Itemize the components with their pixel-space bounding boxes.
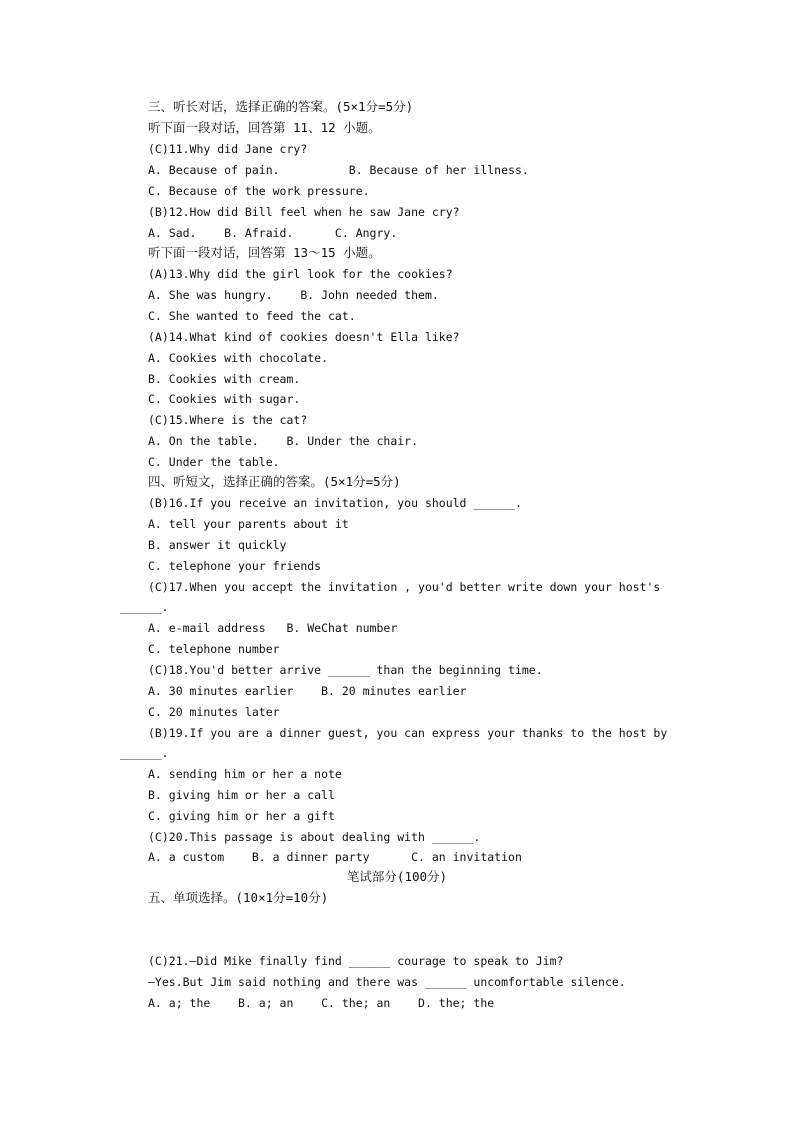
- question-19-option-c: C. giving him or her a gift: [148, 809, 335, 823]
- question-21-stem: (C)21.—Did Mike finally find ______ courage to speak to Jim?: [148, 954, 564, 968]
- question-19-stem: (B)19.If you are a dinner guest, you can express your thanks to the host by: [148, 726, 668, 740]
- question-18-options: A. 30 minutes earlier B. 20 minutes earlier: [148, 684, 467, 698]
- question-11-option-c: C. Because of the work pressure.: [148, 184, 370, 198]
- question-15-options: A. On the table. B. Under the chair.: [148, 434, 419, 448]
- question-19-option-b: B. giving him or her a call: [148, 788, 335, 802]
- question-11-stem: (C)11.Why did Jane cry?: [148, 142, 308, 156]
- question-17-stem: (C)17.When you accept the invitation , you'd better write down your host's: [148, 580, 661, 594]
- question-13-option-c: C. She wanted to feed the cat.: [148, 309, 356, 323]
- written-part-title: 笔试部分(100分): [346, 869, 448, 884]
- question-14-option-b: B. Cookies with cream.: [148, 372, 301, 386]
- question-18-stem: (C)18.You'd better arrive ______ than the beginning time.: [148, 663, 543, 677]
- question-14-stem: (A)14.What kind of cookies doesn't Ella like?: [148, 330, 460, 344]
- question-13-stem: (A)13.Why did the girl look for the cookies?: [148, 267, 453, 281]
- dialogue-1-instruction: 听下面一段对话，回答第 11、12 小题。: [148, 120, 381, 135]
- question-15-option-c: C. Under the table.: [148, 455, 280, 469]
- question-16-option-b: B. answer it quickly: [148, 538, 287, 552]
- question-16-option-c: C. telephone your friends: [148, 559, 322, 573]
- dialogue-2-instruction: 听下面一段对话，回答第 13～15 小题。: [148, 245, 381, 260]
- section-3-heading: 三、听长对话，选择正确的答案。(5×1分=5分): [148, 99, 414, 114]
- question-20-options: A. a custom B. a dinner party C. an invitation: [148, 850, 522, 864]
- question-18-option-c: C. 20 minutes later: [148, 705, 280, 719]
- question-19-option-a: A. sending him or her a note: [148, 767, 342, 781]
- question-19-continuation: ______.: [120, 746, 169, 760]
- question-11-options: A. Because of pain. B. Because of her illness.: [148, 163, 529, 177]
- section-4-heading: 四、听短文，选择正确的答案。(5×1分=5分): [148, 474, 401, 489]
- question-14-option-c: C. Cookies with sugar.: [148, 392, 301, 406]
- question-16-option-a: A. tell your parents about it: [148, 517, 349, 531]
- question-14-option-a: A. Cookies with chocolate.: [148, 351, 329, 365]
- question-21-options: A. a; the B. a; an C. the; an D. the; the: [148, 996, 495, 1010]
- question-12-options: A. Sad. B. Afraid. C. Angry.: [148, 226, 398, 240]
- question-13-options: A. She was hungry. B. John needed them.: [148, 288, 439, 302]
- question-17-options: A. e-mail address B. WeChat number: [148, 621, 398, 635]
- question-17-option-c: C. telephone number: [148, 642, 280, 656]
- section-5-heading: 五、单项选择。(10×1分=10分): [148, 890, 329, 905]
- question-12-stem: (B)12.How did Bill feel when he saw Jane cry?: [148, 205, 460, 219]
- question-15-stem: (C)15.Where is the cat?: [148, 413, 308, 427]
- question-16-stem: (B)16.If you receive an invitation, you should ______.: [148, 496, 522, 510]
- question-20-stem: (C)20.This passage is about dealing with ______.: [148, 830, 481, 844]
- question-21-second-line: —Yes.But Jim said nothing and there was ______ uncomfortable silence.: [148, 975, 626, 989]
- question-17-continuation: ______.: [120, 600, 169, 614]
